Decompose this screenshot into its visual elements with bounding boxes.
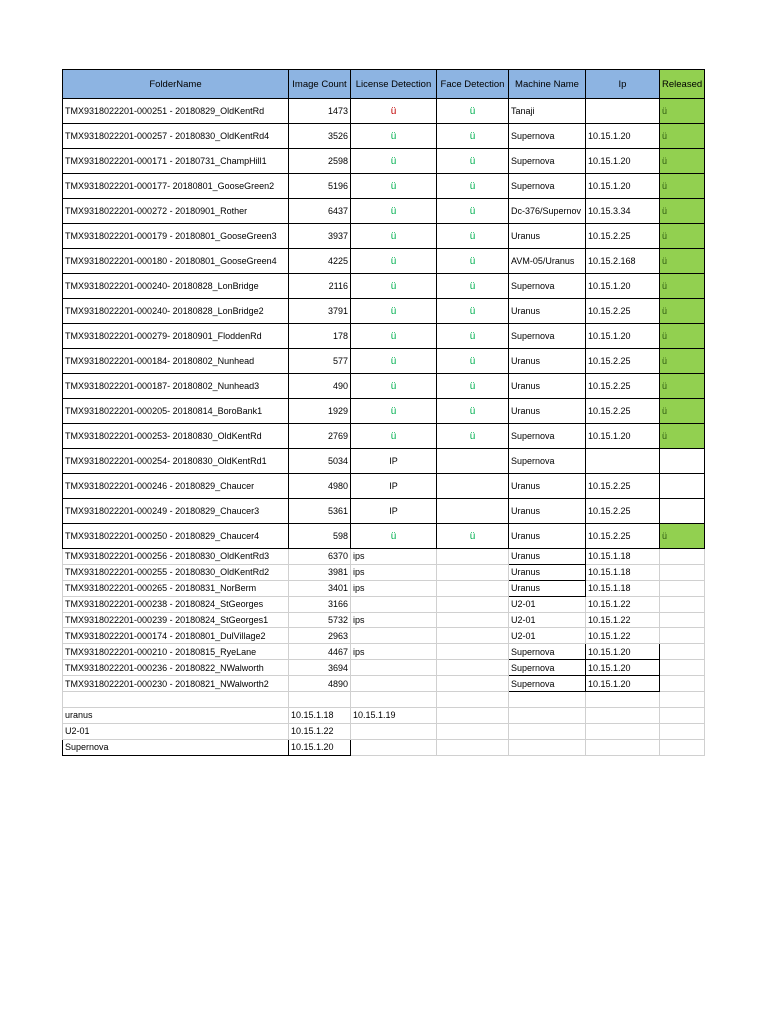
folder-name-cell[interactable]: TMX9318022201-000257 - 20180830_OldKentRd4 — [63, 124, 289, 149]
machine-name-cell[interactable]: Supernova — [509, 676, 586, 692]
note-cell[interactable] — [351, 676, 437, 692]
header-machine-name[interactable]: Machine Name — [509, 70, 586, 99]
table-row — [63, 224, 705, 249]
released-check-icon: ü — [662, 431, 668, 441]
image-count-cell[interactable]: 4980 — [289, 474, 351, 499]
header-license-detection[interactable]: License Detection — [351, 70, 437, 99]
image-count-cell[interactable]: 5732 — [289, 612, 351, 628]
license-detection-cell[interactable]: ü — [351, 249, 437, 274]
face-detection-cell[interactable] — [437, 474, 509, 499]
machine-name-cell[interactable]: Uranus — [509, 564, 586, 580]
released-check-icon: ü — [662, 106, 668, 116]
ip-cell[interactable]: 10.15.1.20 — [586, 324, 660, 349]
face-detection-cell[interactable]: ü — [437, 224, 509, 249]
folder-name-cell[interactable]: TMX9318022201-000239 - 20180824_StGeorges1 — [63, 612, 289, 628]
table-row — [63, 374, 705, 399]
released-cell[interactable] — [660, 399, 705, 424]
summary-ip-cell[interactable]: 10.15.1.20 — [289, 739, 351, 755]
machine-name-cell[interactable]: Uranus — [509, 549, 586, 565]
released-cell[interactable] — [660, 299, 705, 324]
empty-cell[interactable] — [660, 739, 705, 755]
folder-name-cell[interactable]: TMX9318022201-000174 - 20180801_DulVillage2 — [63, 628, 289, 644]
license-detection-cell[interactable]: IP — [351, 499, 437, 524]
image-count-cell[interactable]: 3694 — [289, 660, 351, 676]
image-count-cell[interactable]: 3937 — [289, 224, 351, 249]
folder-name-cell[interactable]: TMX9318022201-000256 - 20180830_OldKentRd3 — [63, 549, 289, 565]
released-check-icon: ü — [662, 231, 668, 241]
machine-name-cell[interactable]: U2-01 — [509, 596, 586, 612]
folder-name-cell[interactable]: TMX9318022201-000205- 20180814_BoroBank1 — [63, 399, 289, 424]
empty-cell[interactable] — [586, 707, 660, 723]
table-row — [63, 549, 705, 565]
machine-name-cell[interactable]: Tanaji — [509, 99, 586, 124]
license-detection-cell[interactable]: IP — [351, 449, 437, 474]
released-check-icon: ü — [662, 206, 668, 216]
image-count-cell[interactable]: 6437 — [289, 199, 351, 224]
table-row — [63, 612, 705, 628]
released-cell[interactable] — [660, 124, 705, 149]
empty-cell[interactable] — [289, 692, 351, 708]
note-cell[interactable] — [351, 596, 437, 612]
ip-cell[interactable]: 10.15.1.18 — [586, 564, 660, 580]
face-detection-cell[interactable]: ü — [437, 99, 509, 124]
table-row — [63, 249, 705, 274]
table-row — [63, 349, 705, 374]
folder-name-cell[interactable]: TMX9318022201-000210 - 20180815_RyeLane — [63, 644, 289, 660]
empty-cell[interactable] — [63, 692, 289, 708]
image-count-cell[interactable]: 2116 — [289, 274, 351, 299]
note-cell[interactable]: ips — [351, 549, 437, 565]
summary-row — [63, 739, 705, 755]
face-detection-cell[interactable] — [437, 499, 509, 524]
ip-cell[interactable]: 10.15.1.20 — [586, 660, 660, 676]
empty-cell[interactable] — [437, 723, 509, 739]
face-detection-cell[interactable] — [437, 564, 509, 580]
image-count-cell[interactable]: 1929 — [289, 399, 351, 424]
folder-name-cell[interactable]: TMX9318022201-000250 - 20180829_Chaucer4 — [63, 524, 289, 549]
machine-name-cell[interactable]: Uranus — [509, 349, 586, 374]
machine-name-cell[interactable]: Supernova — [509, 644, 586, 660]
table-row — [63, 644, 705, 660]
machine-name-cell[interactable]: Uranus — [509, 524, 586, 549]
released-check-icon: ü — [662, 306, 668, 316]
image-count-cell[interactable]: 5034 — [289, 449, 351, 474]
ip-cell[interactable]: 10.15.1.20 — [586, 644, 660, 660]
folder-name-cell[interactable]: TMX9318022201-000184- 20180802_Nunhead — [63, 349, 289, 374]
released-check-icon: ü — [662, 156, 668, 166]
released-check-icon: ü — [662, 181, 668, 191]
machine-name-cell[interactable]: U2-01 — [509, 628, 586, 644]
table-row — [63, 474, 705, 499]
empty-cell[interactable] — [437, 739, 509, 755]
face-detection-cell[interactable]: ü — [437, 174, 509, 199]
machine-name-cell[interactable]: Supernova — [509, 449, 586, 474]
image-count-cell[interactable]: 5361 — [289, 499, 351, 524]
face-detection-cell[interactable]: ü — [437, 149, 509, 174]
machine-name-cell[interactable]: Supernova — [509, 424, 586, 449]
license-detection-cell[interactable]: IP — [351, 474, 437, 499]
note-cell[interactable]: ips — [351, 644, 437, 660]
image-count-cell[interactable]: 4467 — [289, 644, 351, 660]
ip-cell[interactable]: 10.15.1.20 — [586, 274, 660, 299]
machine-name-cell[interactable]: Supernova — [509, 660, 586, 676]
released-cell[interactable] — [660, 274, 705, 299]
table-row — [63, 660, 705, 676]
released-cell[interactable] — [660, 564, 705, 580]
empty-cell[interactable] — [586, 739, 660, 755]
face-detection-cell[interactable]: ü — [437, 324, 509, 349]
folder-name-cell[interactable]: TMX9318022201-000187- 20180802_Nunhead3 — [63, 374, 289, 399]
released-cell[interactable] — [660, 174, 705, 199]
header-released[interactable]: Released — [660, 70, 705, 99]
ip-cell[interactable]: 10.15.2.25 — [586, 524, 660, 549]
summary-row — [63, 707, 705, 723]
table-row — [63, 274, 705, 299]
ip-cell[interactable]: 10.15.2.25 — [586, 374, 660, 399]
released-cell[interactable] — [660, 474, 705, 499]
machine-name-cell[interactable]: Supernova — [509, 124, 586, 149]
license-detection-cell[interactable]: ü — [351, 349, 437, 374]
spreadsheet-table — [62, 69, 705, 756]
table-row — [63, 149, 705, 174]
released-cell[interactable] — [660, 349, 705, 374]
machine-name-cell[interactable]: Uranus — [509, 499, 586, 524]
folder-name-cell[interactable]: TMX9318022201-000230 - 20180821_NWalworth2 — [63, 676, 289, 692]
machine-name-cell[interactable]: Dc-376/Supernov — [509, 199, 586, 224]
table-row — [63, 628, 705, 644]
summary-ip-cell[interactable] — [351, 739, 437, 755]
header-foldername[interactable]: FolderName — [63, 70, 289, 99]
image-count-cell[interactable]: 3791 — [289, 299, 351, 324]
ip-cell[interactable]: 10.15.1.20 — [586, 149, 660, 174]
license-detection-cell[interactable]: ü — [351, 299, 437, 324]
summary-ip-cell[interactable]: 10.15.1.18 — [289, 707, 351, 723]
folder-name-cell[interactable]: TMX9318022201-000177- 20180801_GooseGreen2 — [63, 174, 289, 199]
released-cell[interactable] — [660, 374, 705, 399]
folder-name-cell[interactable]: TMX9318022201-000249 - 20180829_Chaucer3 — [63, 499, 289, 524]
table-row — [63, 199, 705, 224]
image-count-cell[interactable]: 178 — [289, 324, 351, 349]
released-cell[interactable] — [660, 612, 705, 628]
table-row — [63, 299, 705, 324]
ip-cell[interactable]: 10.15.2.168 — [586, 249, 660, 274]
released-cell[interactable] — [660, 676, 705, 692]
table-row — [63, 580, 705, 596]
table-row — [63, 499, 705, 524]
released-cell[interactable] — [660, 580, 705, 596]
ip-cell[interactable]: 10.15.1.20 — [586, 676, 660, 692]
released-cell[interactable] — [660, 549, 705, 565]
table-row — [63, 399, 705, 424]
summary-ip-cell[interactable]: 10.15.1.22 — [289, 723, 351, 739]
table-row — [63, 99, 705, 124]
header-ip[interactable]: Ip — [586, 70, 660, 99]
folder-name-cell[interactable]: TMX9318022201-000254- 20180830_OldKentRd1 — [63, 449, 289, 474]
empty-cell[interactable] — [586, 723, 660, 739]
license-detection-cell[interactable]: ü — [351, 124, 437, 149]
empty-cell[interactable] — [509, 707, 586, 723]
ip-cell[interactable]: 10.15.1.22 — [586, 612, 660, 628]
image-count-cell[interactable]: 3526 — [289, 124, 351, 149]
released-cell[interactable] — [660, 249, 705, 274]
folder-name-cell[interactable]: TMX9318022201-000251 - 20180829_OldKentRd — [63, 99, 289, 124]
ip-cell[interactable]: 10.15.2.25 — [586, 299, 660, 324]
image-count-cell[interactable]: 3981 — [289, 564, 351, 580]
machine-name-cell[interactable]: Uranus — [509, 374, 586, 399]
image-count-cell[interactable]: 6370 — [289, 549, 351, 565]
folder-name-cell[interactable]: TMX9318022201-000272 - 20180901_Rother — [63, 199, 289, 224]
face-detection-cell[interactable] — [437, 660, 509, 676]
table-row — [63, 524, 705, 549]
released-cell[interactable] — [660, 324, 705, 349]
machine-name-cell[interactable]: AVM-05/Uranus — [509, 249, 586, 274]
released-check-icon: ü — [662, 281, 668, 291]
license-detection-cell[interactable]: ü — [351, 424, 437, 449]
face-detection-cell[interactable]: ü — [437, 274, 509, 299]
folder-name-cell[interactable]: TMX9318022201-000253- 20180830_OldKentRd — [63, 424, 289, 449]
image-count-cell[interactable]: 3166 — [289, 596, 351, 612]
face-detection-cell[interactable] — [437, 676, 509, 692]
folder-name-cell[interactable]: TMX9318022201-000279- 20180901_FloddenRd — [63, 324, 289, 349]
folder-name-cell[interactable]: TMX9318022201-000240- 20180828_LonBridge2 — [63, 299, 289, 324]
empty-row — [63, 692, 705, 708]
face-detection-cell[interactable]: ü — [437, 349, 509, 374]
license-detection-cell[interactable]: ü — [351, 174, 437, 199]
face-detection-cell[interactable]: ü — [437, 399, 509, 424]
table-row — [63, 564, 705, 580]
header-face-detection[interactable]: Face Detection — [437, 70, 509, 99]
header-row — [63, 70, 705, 99]
folder-name-cell[interactable]: TMX9318022201-000246 - 20180829_Chaucer — [63, 474, 289, 499]
summary-machine-cell[interactable]: Supernova — [63, 739, 289, 755]
license-detection-cell[interactable]: ü — [351, 224, 437, 249]
released-check-icon: ü — [662, 331, 668, 341]
table-row — [63, 124, 705, 149]
ip-cell[interactable]: 10.15.1.20 — [586, 124, 660, 149]
summary-machine-cell[interactable]: uranus — [63, 707, 289, 723]
header-image-count[interactable]: Image Count — [289, 70, 351, 99]
license-detection-cell[interactable]: ü — [351, 274, 437, 299]
ip-cell[interactable]: 10.15.1.18 — [586, 580, 660, 596]
released-check-icon: ü — [662, 256, 668, 266]
face-detection-cell[interactable] — [437, 596, 509, 612]
face-detection-cell[interactable] — [437, 628, 509, 644]
empty-cell[interactable] — [509, 692, 586, 708]
license-detection-cell[interactable]: ü — [351, 199, 437, 224]
folder-name-cell[interactable]: TMX9318022201-000179 - 20180801_GooseGreen3 — [63, 224, 289, 249]
machine-name-cell[interactable]: Supernova — [509, 149, 586, 174]
face-detection-cell[interactable]: ü — [437, 199, 509, 224]
license-detection-cell[interactable]: ü — [351, 524, 437, 549]
machine-name-cell[interactable]: Supernova — [509, 324, 586, 349]
ip-cell[interactable]: 10.15.2.25 — [586, 399, 660, 424]
released-cell[interactable] — [660, 149, 705, 174]
image-count-cell[interactable]: 2598 — [289, 149, 351, 174]
ip-cell[interactable] — [586, 99, 660, 124]
machine-name-cell[interactable]: Uranus — [509, 399, 586, 424]
machine-name-cell[interactable]: Supernova — [509, 274, 586, 299]
ip-cell[interactable]: 10.15.3.34 — [586, 199, 660, 224]
ip-cell[interactable]: 10.15.1.20 — [586, 424, 660, 449]
released-cell[interactable] — [660, 644, 705, 660]
table-row — [63, 596, 705, 612]
machine-name-cell[interactable]: Uranus — [509, 474, 586, 499]
empty-cell[interactable] — [660, 692, 705, 708]
image-count-cell[interactable]: 2769 — [289, 424, 351, 449]
image-count-cell[interactable]: 3401 — [289, 580, 351, 596]
summary-ip-cell[interactable] — [351, 723, 437, 739]
machine-name-cell[interactable]: U2-01 — [509, 612, 586, 628]
note-cell[interactable]: ips — [351, 612, 437, 628]
image-count-cell[interactable]: 1473 — [289, 99, 351, 124]
folder-name-cell[interactable]: TMX9318022201-000265 - 20180831_NorBerm — [63, 580, 289, 596]
folder-name-cell[interactable]: TMX9318022201-000236 - 20180822_NWalworth — [63, 660, 289, 676]
released-check-icon: ü — [662, 381, 668, 391]
released-cell[interactable] — [660, 224, 705, 249]
folder-name-cell[interactable]: TMX9318022201-000240- 20180828_LonBridge — [63, 274, 289, 299]
image-count-cell[interactable]: 4890 — [289, 676, 351, 692]
image-count-cell[interactable]: 4225 — [289, 249, 351, 274]
released-cell[interactable] — [660, 628, 705, 644]
summary-ip-cell[interactable]: 10.15.1.19 — [351, 707, 437, 723]
released-check-icon: ü — [662, 531, 668, 541]
face-detection-cell[interactable]: ü — [437, 299, 509, 324]
table-row — [63, 449, 705, 474]
released-cell[interactable] — [660, 199, 705, 224]
folder-name-cell[interactable]: TMX9318022201-000171 - 20180731_ChampHill1 — [63, 149, 289, 174]
image-count-cell[interactable]: 2963 — [289, 628, 351, 644]
folder-name-cell[interactable]: TMX9318022201-000255 - 20180830_OldKentRd2 — [63, 564, 289, 580]
face-detection-cell[interactable] — [437, 449, 509, 474]
ip-cell[interactable]: 10.15.2.25 — [586, 349, 660, 374]
released-check-icon: ü — [662, 356, 668, 366]
face-detection-cell[interactable]: ü — [437, 424, 509, 449]
table-row — [63, 676, 705, 692]
machine-name-cell[interactable]: Uranus — [509, 299, 586, 324]
ip-cell[interactable]: 10.15.1.22 — [586, 628, 660, 644]
ip-cell[interactable]: 10.15.1.18 — [586, 549, 660, 565]
released-cell[interactable] — [660, 99, 705, 124]
folder-name-cell[interactable]: TMX9318022201-000238 - 20180824_StGeorges — [63, 596, 289, 612]
empty-cell[interactable] — [437, 707, 509, 723]
face-detection-cell[interactable] — [437, 580, 509, 596]
face-detection-cell[interactable] — [437, 644, 509, 660]
license-detection-cell[interactable]: ü — [351, 399, 437, 424]
note-cell[interactable] — [351, 660, 437, 676]
released-cell[interactable] — [660, 424, 705, 449]
machine-name-cell[interactable]: Uranus — [509, 224, 586, 249]
summary-machine-cell[interactable]: U2-01 — [63, 723, 289, 739]
note-cell[interactable]: ips — [351, 580, 437, 596]
machine-name-cell[interactable]: Supernova — [509, 174, 586, 199]
note-cell[interactable] — [351, 628, 437, 644]
image-count-cell[interactable]: 577 — [289, 349, 351, 374]
summary-row — [63, 723, 705, 739]
image-count-cell[interactable]: 490 — [289, 374, 351, 399]
empty-cell[interactable] — [509, 739, 586, 755]
empty-cell[interactable] — [660, 723, 705, 739]
ip-cell[interactable] — [586, 449, 660, 474]
ip-cell[interactable]: 10.15.1.20 — [586, 174, 660, 199]
released-check-icon: ü — [662, 131, 668, 141]
face-detection-cell[interactable] — [437, 612, 509, 628]
empty-cell[interactable] — [509, 723, 586, 739]
face-detection-cell[interactable] — [437, 549, 509, 565]
face-detection-cell[interactable]: ü — [437, 524, 509, 549]
image-count-cell[interactable]: 598 — [289, 524, 351, 549]
note-cell[interactable]: ips — [351, 564, 437, 580]
released-cell[interactable] — [660, 524, 705, 549]
table-row — [63, 324, 705, 349]
empty-cell[interactable] — [586, 692, 660, 708]
table-row — [63, 174, 705, 199]
image-count-cell[interactable]: 5196 — [289, 174, 351, 199]
empty-cell[interactable] — [351, 692, 437, 708]
table-row — [63, 424, 705, 449]
face-detection-cell[interactable]: ü — [437, 374, 509, 399]
folder-name-cell[interactable]: TMX9318022201-000180 - 20180801_GooseGreen4 — [63, 249, 289, 274]
machine-name-cell[interactable]: Uranus — [509, 580, 586, 596]
empty-cell[interactable] — [437, 692, 509, 708]
license-detection-cell[interactable]: ü — [351, 149, 437, 174]
ip-cell[interactable]: 10.15.2.25 — [586, 474, 660, 499]
ip-cell[interactable]: 10.15.2.25 — [586, 224, 660, 249]
ip-cell[interactable]: 10.15.1.22 — [586, 596, 660, 612]
released-cell[interactable] — [660, 449, 705, 474]
released-cell[interactable] — [660, 596, 705, 612]
license-detection-cell[interactable]: ü — [351, 324, 437, 349]
released-cell[interactable] — [660, 499, 705, 524]
license-detection-cell[interactable]: ü — [351, 374, 437, 399]
released-check-icon: ü — [662, 406, 668, 416]
empty-cell[interactable] — [660, 707, 705, 723]
face-detection-cell[interactable]: ü — [437, 124, 509, 149]
released-cell[interactable] — [660, 660, 705, 676]
license-detection-cell[interactable]: ü — [351, 99, 437, 124]
face-detection-cell[interactable]: ü — [437, 249, 509, 274]
ip-cell[interactable]: 10.15.2.25 — [586, 499, 660, 524]
